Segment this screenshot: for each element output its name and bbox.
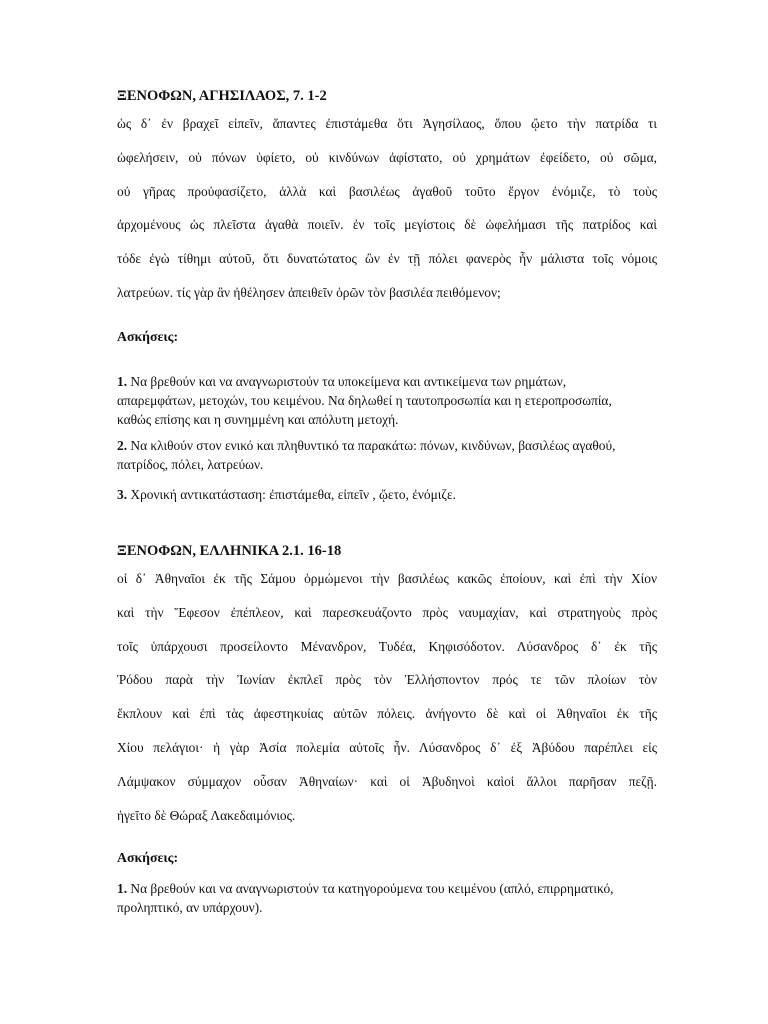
exercises-heading: Ασκήσεις: <box>117 850 179 865</box>
exercise-item <box>117 372 647 429</box>
exercise-text: Να βρεθούν και να αναγνωριστούν τα κατηγορούμενα του κειμένου (απλό, επιρρηματικό, προληπτικό, αν υπάρχουν). <box>117 881 614 915</box>
exercise-number: 3. <box>117 487 128 502</box>
exercises-heading: Ασκήσεις: <box>117 329 179 344</box>
exercise-number: 1. <box>117 881 128 896</box>
exercise-text: Να βρεθούν και να αναγνωριστούν τα υποκείμενα και αντικείμενα των ρημάτων, απαρεμφάτων, μετοχών, του κειμένου. Να δηλωθεί η ταυτοπροσωπία και η ετεροπροσωπία, καθώς επίσης και η συνημμένη και απόλυτη μετοχή. <box>117 374 612 427</box>
text-line: ἔκπλουν καὶ ἐπὶ τὰς ἀφεστηκυίας αὐτῶν πόλεις. ἀνήγοντο δὲ καὶ οἱ Ἀθηναῖοι ἐκ τῆς <box>117 706 657 722</box>
greek-text-agesilaos <box>117 107 657 310</box>
exercise-number: 1. <box>117 374 128 389</box>
exercise-item <box>117 879 647 917</box>
text-line: Χίου πελάγιοι· ἡ γὰρ Ἀσία πολεμία αὐτοῖς ἦν. Λύσανδρος δ᾽ ἐξ Ἀβύδου παρέπλει εἰς <box>117 739 657 755</box>
text-line: καὶ τὴν Ἔφεσον ἐπέπλεον, καὶ παρεσκευάζοντο πρὸς ναυμαχίαν, καὶ στρατηγοὺς πρὸς <box>117 604 657 620</box>
exercise-text: Να κλιθούν στον ενικό και πληθυντικό τα παρακάτω: πόνων, κινδύνων, βασιλέως αγαθού, πατρίδος, πόλει, λατρεύων. <box>117 438 616 472</box>
text-line: Ῥόδου παρὰ τὴν Ἰωνίαν ἐκπλεῖ πρὸς τὸν Ἑλλήσποντον πρός τε τῶν πλοίων τὸν <box>117 672 657 688</box>
text-line: Λάμψακον σύμμαχον οὖσαν Ἀθηναίων· καὶ οἱ Ἀβυδηνοὶ καὶοἱ ἄλλοι παρῆσαν πεζῇ. <box>117 773 657 789</box>
section-heading-hellenika: ΞΕΝΟΦΩΝ, ΕΛΛΗΝΙΚΑ 2.1. 16-18 <box>117 543 342 559</box>
exercise-text: Χρονική αντικατάσταση: ἐπιστάμεθα, εἰπεῖν , ᾤετο, ἐνόμιζε. <box>127 487 456 502</box>
text-line: οὐ γῆρας προὐφασίζετο, ἀλλὰ καὶ βασιλέως ἀγαθοῦ τοῦτο ἔργον ἐνόμιζε, τὸ τοὺς <box>117 183 657 199</box>
text-line: τοῖς ὑπάρχουσι προσείλοντο Μένανδρον, Τυδέα, Κηφισόδοτον. Λύσανδρος δ᾽ ἐκ τῆς <box>117 638 657 654</box>
exercise-number: 2. <box>117 438 128 453</box>
greek-text-hellenika <box>117 562 657 832</box>
text-line: ἀρχομένους ὡς πλεῖστα ἀγαθὰ ποιεῖν. ἐν τοῖς μεγίστοις δὲ ὠφελήμασι τῆς πατρίδος καὶ <box>117 217 657 233</box>
text-line: οἱ δ᾽ Ἀθηναῖοι ἐκ τῆς Σάμου ὁρμώμενοι τὴν βασιλέως κακῶς ἐποίουν, καὶ ἐπὶ τὴν Χίον <box>117 571 657 586</box>
exercise-item <box>117 485 647 504</box>
text-line: ὠφελήσειν, οὐ πόνων ὑφίετο, οὐ κινδύνων ἀφίστατο, οὐ χρημάτων ἐφείδετο, οὐ σῶμα, <box>117 149 657 165</box>
text-line: ἡγεῖτο δὲ Θώραξ Λακεδαιμόνιος. <box>117 807 296 823</box>
text-line: λατρεύων. τίς γὰρ ἂν ἠθέλησεν ἀπειθεῖν ὁρῶν τὸν βασιλέα πειθόμενον; <box>117 284 501 300</box>
text-line: τόδε ἐγὼ τίθημι αὐτοῦ, ὅτι δυνατώτατος ὢν ἐν τῇ πόλει φανερὸς ἦν μάλιστα τοῖς νόμοις <box>117 251 657 267</box>
text-line: ὡς δ᾽ ἐν βραχεῖ εἰπεῖν, ἅπαντες ἐπιστάμεθα ὅτι Ἀγησίλαος, ὅπου ᾤετο τὴν πατρίδα τι <box>117 116 657 131</box>
exercise-item <box>117 436 647 474</box>
section-heading-agesilaos: ΞΕΝΟΦΩΝ, ΑΓΗΣΙΛΑΟΣ, 7. 1-2 <box>117 88 327 104</box>
